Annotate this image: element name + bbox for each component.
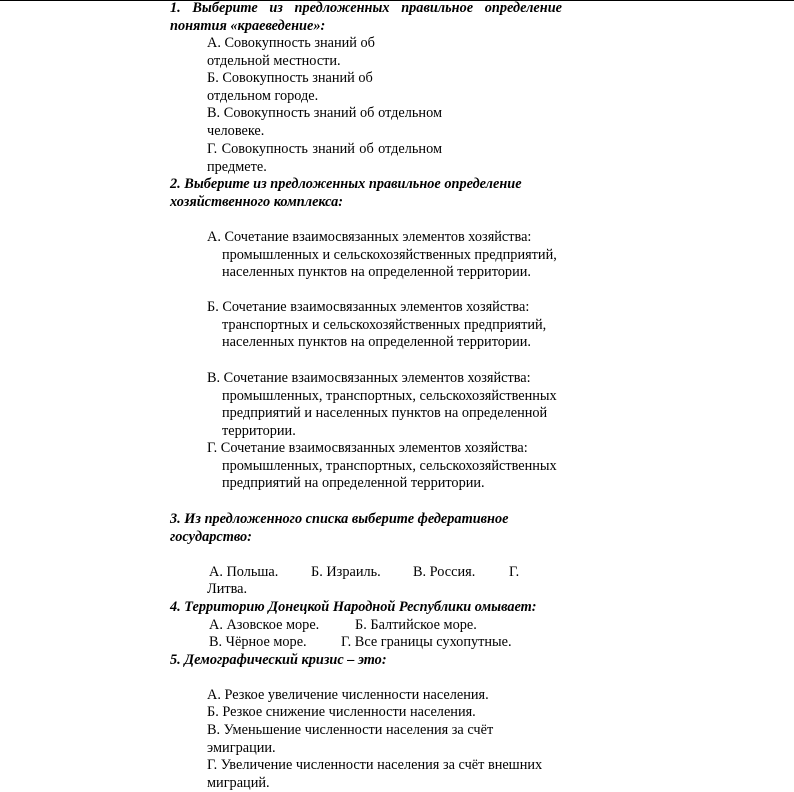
question-3-option-a: А. Польша. <box>209 564 279 580</box>
question-5-option-c: В. Уменьшение численности населения за счёт эмиграции. <box>207 722 494 756</box>
question-3-title: 3. Из предложенного списка выберите федеративное государство: <box>170 511 509 545</box>
question-4-option-b: Б. Балтийское море. <box>355 617 477 633</box>
question-1-title: 1. Выберите из предложенных правильное определение понятия «краеведение»: <box>170 0 562 34</box>
question-1-option-c: В. Совокупность знаний об отдельном человеке. <box>207 105 442 139</box>
question-5-title: 5. Демографический кризис – это: <box>170 652 387 668</box>
question-2-option-c: В. Сочетание взаимосвязанных элементов хозяйства: промышленных, транспортных, сельскохозяйственных предприятий и населенных пунктов на определенной территории. <box>207 370 557 439</box>
question-4-option-d: Г. Все границы сухопутные. <box>341 634 512 650</box>
question-1-option-a: А. Совокупность знаний об отдельной местности. <box>207 35 375 69</box>
question-2-option-b: Б. Сочетание взаимосвязанных элементов хозяйства: транспортных и сельскохозяйственных предприятий, населенных пунктов на определенной территории. <box>207 299 547 351</box>
question-3-option-d <box>509 564 569 582</box>
question-3-option-c: В. Россия. <box>413 564 476 580</box>
question-5-option-b: Б. Резкое снижение численности населения. <box>207 704 476 720</box>
question-3-option-d-continued: Литва. <box>207 581 248 597</box>
question-3-option-d-letter: Г. <box>509 564 520 580</box>
question-4-option-a: А. Азовское море. <box>209 617 320 633</box>
question-2-title: 2. Выберите из предложенных правильное определение хозяйственного комплекса: <box>170 176 522 210</box>
question-2-option-d: Г. Сочетание взаимосвязанных элементов хозяйства: промышленных, транспортных, сельскохозяйственных предприятий на определенной территории. <box>207 440 557 492</box>
question-1-option-b: Б. Совокупность знаний об отдельном городе. <box>207 70 373 104</box>
question-5-option-a: А. Резкое увеличение численности населения. <box>207 687 489 703</box>
question-1-option-d: Г. Совокупность знаний об отдельном предмете. <box>207 141 442 175</box>
question-3-option-b: Б. Израиль. <box>311 564 381 580</box>
question-4-title: 4. Территорию Донецкой Народной Республики омывает: <box>170 599 537 615</box>
question-2-option-a: А. Сочетание взаимосвязанных элементов хозяйства: промышленных и сельскохозяйственных предприятий, населенных пунктов на определенной территории. <box>207 229 557 281</box>
question-5-option-d: Г. Увеличение численности населения за счёт внешних миграций. <box>207 757 543 791</box>
question-4-option-c: В. Чёрное море. <box>209 634 307 650</box>
